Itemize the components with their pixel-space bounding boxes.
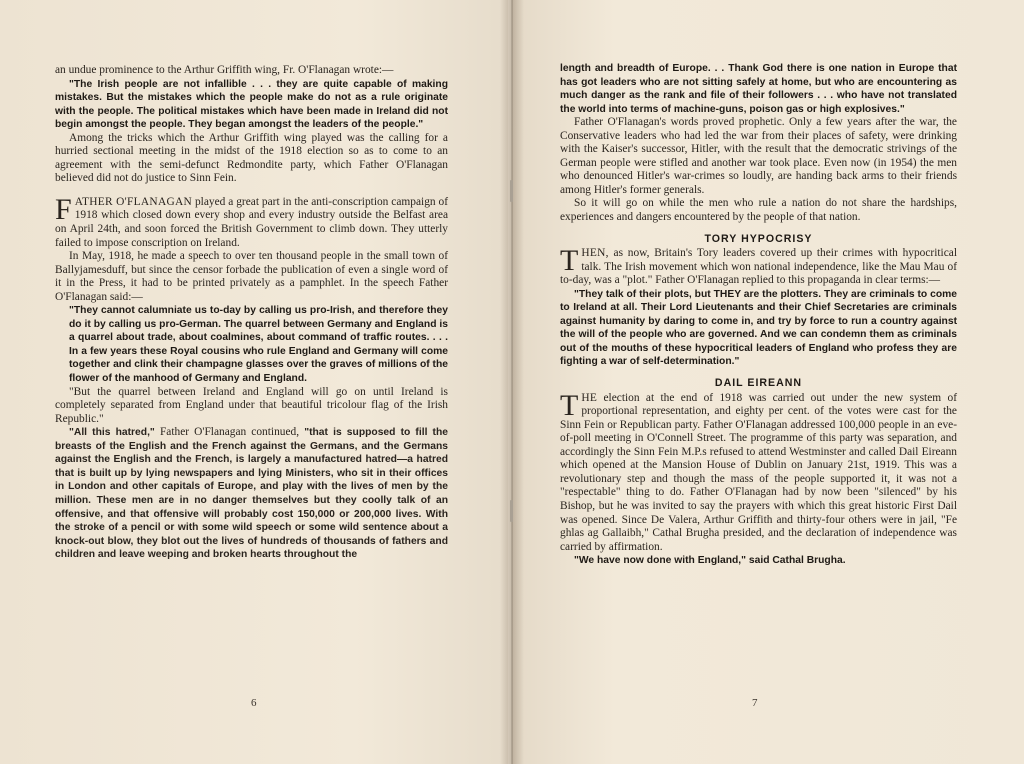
drop-cap-letter: T: [560, 388, 579, 422]
section-heading: DAIL EIREANN: [714, 377, 803, 390]
paragraph: In May, 1918, he made a speech to over ten thousand people in the small town of Ballyjamesduff, but since the censor forbade the publication of even a single word of it in the Press, it had to be printed privately as a pamphlet. In the speech Father O'Flanagan said:—: [55, 250, 448, 303]
paragraph: an undue prominence to the Arthur Griffith wing, Fr. O'Flanagan wrote:—: [55, 64, 394, 76]
paragraph: So it will go on while the men who rule a nation do not share the hardships, experiences and dangers encountered by the people of that nation.: [560, 197, 957, 224]
small-caps-lead: HEN,: [581, 247, 609, 260]
small-caps-lead: HE: [581, 391, 598, 404]
drop-cap-letter: F: [55, 192, 72, 226]
staple: [510, 500, 513, 522]
right-page-text: [560, 62, 957, 568]
paragraph-body: as now, Britain's Tory leaders covered up their crimes with hypocritical talk. The Irish movement which won national independence, like the Mau Mau of to-day, was a "plot." Father O'Flanagan replied to this propaganda in clear terms:—: [560, 247, 957, 287]
right-page: [512, 0, 1024, 764]
drop-cap-letter: T: [560, 244, 579, 278]
mixed-paragraph: [55, 426, 448, 561]
bold-quote: "All this hatred,": [69, 427, 155, 439]
paragraph: "But the quarrel between Ireland and England will go on until Ireland is completely separated from England under that beautiful tricolour flag of the Irish Republic.": [55, 385, 448, 425]
book-gutter: [500, 0, 524, 764]
staple: [510, 180, 513, 202]
plain-text: Father O'Flanagan continued,: [154, 426, 305, 439]
bold-quote: "that is supposed to fill the breasts of the English and the French against the Germans, and the Germans against the English and the French, is largely a manufactured hatred—a hatred that is built up by lying newspapers and lying Ministers, who sit in their offices in London and other capitals of Europe, and play with the lives of men by the million. These men are in no danger themselves but they coolly talk of an offensive, and that offensive will probably cost 150,000 or 200,000 lives. With the stroke of a pencil or with some wild speech or some wild sentence about a knock-out blow, they blot out the lives of hundreds of thousands of fathers and children and leave weeping and broken hearts throughout the: [55, 427, 449, 561]
quote-paragraph: "The Irish people are not infallible . . . they are quite capable of making mistakes. But the mistakes which the people make do not as a rule originate with the people. The political mistakes which have been made in Ireland did not begin amongst the people. They began amongst the leaders of the people.": [55, 78, 448, 131]
dropcap-paragraph: [560, 244, 957, 288]
dropcap-paragraph: [560, 388, 957, 555]
paragraph-body: played a great part in the anti-conscription campaign of 1918 which closed down every shop and every industry outside the Belfast area on April 24th, and soon forced the British Government to climb down. They utterly failed to impose conscription on Ireland.: [55, 195, 448, 249]
left-page-text: [55, 64, 448, 562]
quote-paragraph: "They cannot calumniate us to-day by calling us pro-Irish, and therefore they do it by calling us pro-German. The quarrel between Germany and England is a quarrel about trade, about coalmines, about command of traffic routes. . . . In a few years these Royal cousins who rule England and Germany will come together and clink their champagne glasses over the graves of millions of the flower of the manhood of Germany and England.: [69, 305, 448, 385]
left-page: [0, 0, 508, 764]
quote-paragraph: length and breadth of Europe. . . Thank God there is one nation in Europe that has got leaders who are not sitting safely at home, but who are encountering as much danger as the rank and file of their followers . . . who have not translated the world into terms of machine-guns, poison gas or high explosives.": [560, 63, 957, 115]
paragraph-body: election at the end of 1918 was carried out under the new system of proportional representation, and eighty per cent. of the votes were cast for the Sinn Fein or Republican party. Father O'Flanagan addressed 100,000 people in an eve-of-poll meeting in O'Connell Street. The programme of this party was separation, and accordingly the Sinn Fein M.P.s refused to attend Westminster and called Dail Eireann which opened at the Mansion House of Dublin on January 21st, 1919. This was a revolutionary step and though the mass of the people supported it, it was not a "respectable" thing to do. Father O'Flanagan had by now been "silenced" by his Bishop, but he was invited to say the prayers with which this great historic First Dail was opened. Since De Valera, Arthur Griffith and thirty-four others were in jail, "Fe ghlas ag Gallaibh," Cathal Brugha presided, and the declaration of independence was carried by affirmation.: [560, 391, 957, 553]
quote-paragraph: "We have now done with England," said Cathal Brugha.: [574, 555, 846, 567]
paragraph: Among the tricks which the Arthur Griffith wing played was the calling for a hurried sectional meeting in the midst of the 1918 election so as to come to an agreement with the semi-defunct Redmondite party, which Father O'Flanagan believed did not do justice to Sinn Fein.: [55, 131, 448, 185]
page-number: 7: [752, 697, 758, 709]
quote-paragraph: "They talk of their plots, but THEY are the plotters. They are criminals to come to Ireland at all. Their Lord Lieutenants and their Chief Secretaries are criminals against humanity by daring to come in, and try by force to run a country against the will of the people who are governed. And we can condemn them as criminals out of the mouths of these hypocritical leaders of England who profess they are fighting a war of self-determination.": [560, 288, 957, 368]
page-number: 6: [251, 697, 257, 709]
small-caps-lead: ATHER O'FLANAGAN: [74, 195, 193, 208]
paragraph: Father O'Flanagan's words proved prophetic. Only a few years after the war, the Conservative leaders who had led the war from their places of safety, were drinking with the Kaiser's successor, Hitler, with the result that the democratic strivings of the German people were stifled and another war took place. Even now (in 1954) the men who denounced Hitler's war-crimes so loudly, are handing back arms to their friends among Hitler's former generals.: [560, 116, 957, 196]
dropcap-paragraph: [55, 192, 448, 250]
section-heading: TORY HYPOCRISY: [704, 232, 813, 245]
